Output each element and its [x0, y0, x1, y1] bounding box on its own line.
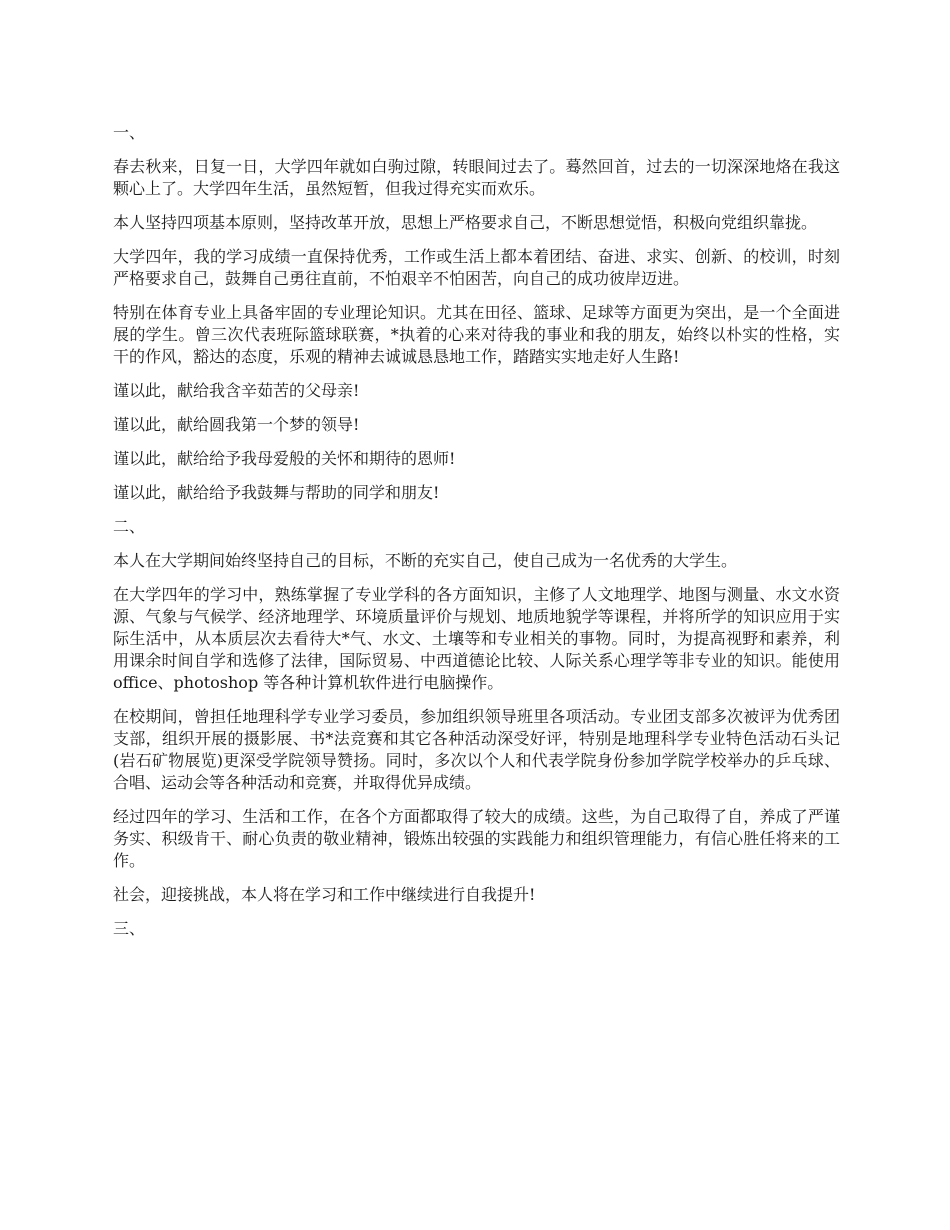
- paragraph: 大学四年，我的学习成绩一直保持优秀，工作或生活上都本着团结、奋进、求实、创新、的校训，时刻严格要求自己，鼓舞自己勇往直前，不怕艰辛不怕困苦，向自己的成功彼岸迈进。: [113, 247, 840, 288]
- paragraph: 谨以此，献给给予我鼓舞与帮助的同学和朋友!: [113, 483, 440, 502]
- paragraph: 在校期间，曾担任地理科学专业学习委员，参加组织领导班里各项活动。专业团支部多次被评为优秀团支部，组织开展的摄影展、书*法竞赛和其它各种活动深受好评，特别是地理科学专业特色活动石头记(岩石矿物展览)更深受学院领导赞扬。同时，多次以个人和代表学院身份参加学院学校举办的乒乓球、合唱、运动会等各种活动和竞赛，并取得优异成绩。: [113, 707, 840, 792]
- paragraph: 本人在大学期间始终坚持自己的目标，不断的充实自己，使自己成为一名优秀的大学生。: [113, 551, 738, 570]
- section-heading-3: 三、: [113, 919, 146, 938]
- paragraph: 本人坚持四项基本原则，坚持改革开放，思想上严格要求自己，不断思想觉悟，积极向党组织靠拢。: [113, 213, 818, 232]
- section-heading-1: 一、: [113, 123, 146, 142]
- paragraph: 在大学四年的学习中，熟练掌握了专业学科的各方面知识，主修了人文地理学、地图与测量、水文水资源、气象与气候学、经济地理学、环境质量评价与规划、地质地貌学等课程，并将所学的知识应用于实际生活中，从本质层次去看待大*气、水文、土壤等和专业相关的事物。同时，为提高视野和素养，利用课余时间自学和选修了法律，国际贸易、中西道德论比较、人际关系心理学等非专业的知识。能使用 office、photoshop 等各种计算机软件进行电脑操作。: [113, 585, 840, 692]
- paragraph: 谨以此，献给圆我第一个梦的领导!: [113, 415, 360, 434]
- paragraph: 社会，迎接挑战，本人将在学习和工作中继续进行自我提升!: [113, 885, 536, 904]
- paragraph: 经过四年的学习、生活和工作，在各个方面都取得了较大的成绩。这些，为自己取得了自，养成了严谨务实、积级肯干、耐心负责的敬业精神，锻炼出较强的实践能力和组织管理能力，有信心胜任将来的工作。: [113, 807, 840, 870]
- paragraph: 谨以此，献给给予我母爱般的关怀和期待的恩师!: [113, 449, 456, 468]
- paragraph: 春去秋来，日复一日，大学四年就如白驹过隙，转眼间过去了。蓦然回首，过去的一切深深地烙在我这颗心上了。大学四年生活，虽然短暂，但我过得充实而欢乐。: [113, 157, 840, 198]
- section-heading-2: 二、: [113, 517, 146, 536]
- document-page: [113, 122, 840, 952]
- paragraph: 谨以此，献给我含辛茹苦的父母亲!: [113, 381, 360, 400]
- paragraph: 特别在体育专业上具备牢固的专业理论知识。尤其在田径、篮球、足球等方面更为突出，是一个全面进展的学生。曾三次代表班际篮球联赛，*执着的心来对待我的事业和我的朋友，始终以朴实的性格，实干的作风，豁达的态度，乐观的精神去诚诚恳恳地工作，踏踏实实地走好人生路!: [113, 303, 840, 366]
